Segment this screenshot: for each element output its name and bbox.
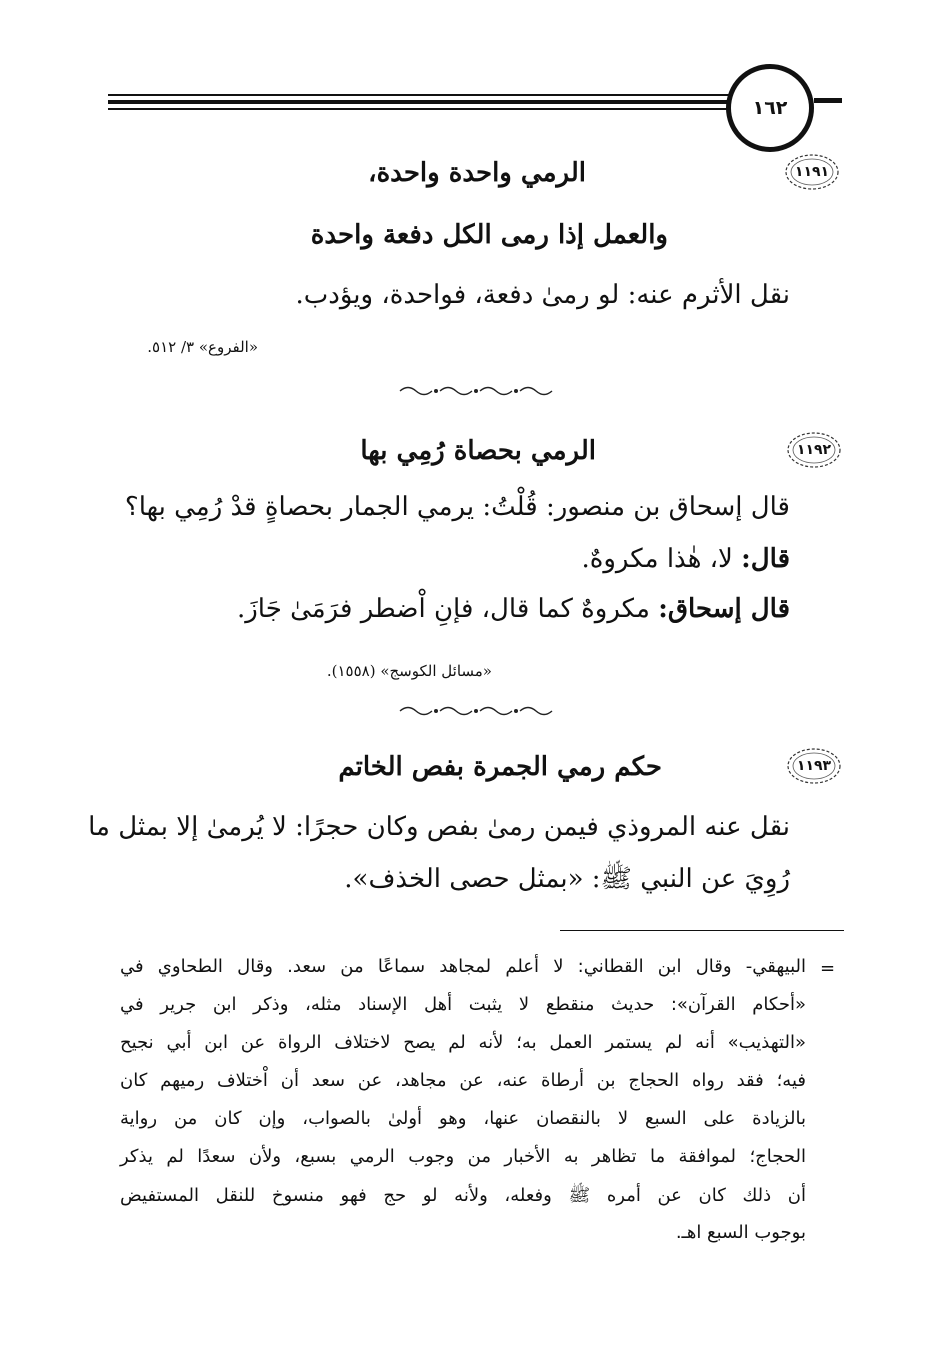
body-text: مكروهٌ كما قال، فإنِ اْضطر فرَمَىٰ جَازَ. (236, 594, 659, 624)
header-rule-top (108, 94, 730, 96)
footnote-line: البيهقي- وقال ابن القطاني: لا أعلم لمجاهد سماعًا من سعد. وقال الطحاوي في (120, 956, 806, 977)
footnote-line: بوجوب السبع اهـ. (675, 1222, 806, 1243)
speaker-label: قال: (741, 544, 790, 574)
divider-ornament-icon (396, 704, 556, 718)
section-title: حكم رمي الجمرة بفص الخاتم (338, 752, 662, 782)
section-title: والعمل إذا رمى الكل دفعة واحدة (310, 220, 668, 250)
section-source: «الفروع» ٣/ ٥١٢. (147, 338, 258, 356)
footnote-line: «أحكام القرآن»: حديث منقطع لا يثبت أهل الإسناد مثله، وذكر ابن جرير في (120, 994, 806, 1015)
footnote-line: «التهذيب» أنه لم يستمر العمل به؛ لأنه لم يصح لاختلاف الرواة عن ابن أبي نجيح (120, 1032, 806, 1053)
section-body-line (581, 544, 790, 574)
issue-number: ١١٩٢ (796, 442, 832, 458)
section-body-line (237, 594, 790, 624)
footnote-line: فيه؛ فقد رواه الحجاج بن أرطاة عنه، عن مجاهد، عن سعد أن اْختلاف رميهم كان (120, 1070, 806, 1091)
issue-number: ١١٩٣ (796, 758, 832, 774)
speaker-label: قال إسحاق: (658, 594, 790, 624)
divider-ornament-icon (396, 384, 556, 398)
header-rule-tail (814, 98, 842, 103)
section-divider (396, 384, 556, 398)
issue-number: ١١٩١ (794, 164, 830, 180)
section-title: الرمي بحصاة رُمِي بها (360, 436, 596, 466)
section-body-line: نقل عنه المروذي فيمن رمىٰ بفص وكان حجرًا: لا يُرمىٰ إلا بمثل ما (88, 812, 790, 842)
section-body-line: قال إسحاق بن منصور: قُلْتُ: يرمي الجمار بحصاةٍ قدْ رُمِي بها؟ (124, 492, 790, 522)
footnote-rule (560, 930, 844, 931)
issue-number-medallion (784, 152, 840, 192)
section-body-line: نقل الأثرم عنه: لو رمىٰ دفعة، فواحدة، ويؤدب. (295, 280, 790, 310)
issue-number-medallion (786, 746, 842, 786)
body-text: لا، هٰذا مكروهٌ. (581, 544, 742, 574)
footnote-line: الحجاج؛ لموافقة ما تظاهر به الأخبار من وجوب الرمي بسبع، ولأن سعدًا لم يذكر (120, 1146, 806, 1167)
footnote-line: بالزيادة على السبع لا بالنقصان عنها، وهو أولىٰ بالصواب، وإن كان من رواية (120, 1108, 806, 1129)
section-title: الرمي واحدة واحدة، (368, 158, 586, 188)
header-rule-bottom (108, 108, 730, 110)
section-body-line: رُوِيَ عن النبي ﷺ: «بمثل حصى الخذف». (344, 864, 790, 894)
page-number: ١٦٢ (726, 64, 814, 152)
section-divider (396, 704, 556, 718)
footnote-continuation-mark: = (820, 958, 836, 979)
issue-number-medallion (786, 430, 842, 470)
section-source: «مسائل الكوسج» (١٥٥٨). (326, 662, 492, 680)
header-rule-middle (108, 100, 730, 104)
footnote-line: أن ذلك كان عن أمره ﷺ وفعله، ولأنه لو حج فهو منسوخ للنقل المستفيض (120, 1185, 806, 1206)
